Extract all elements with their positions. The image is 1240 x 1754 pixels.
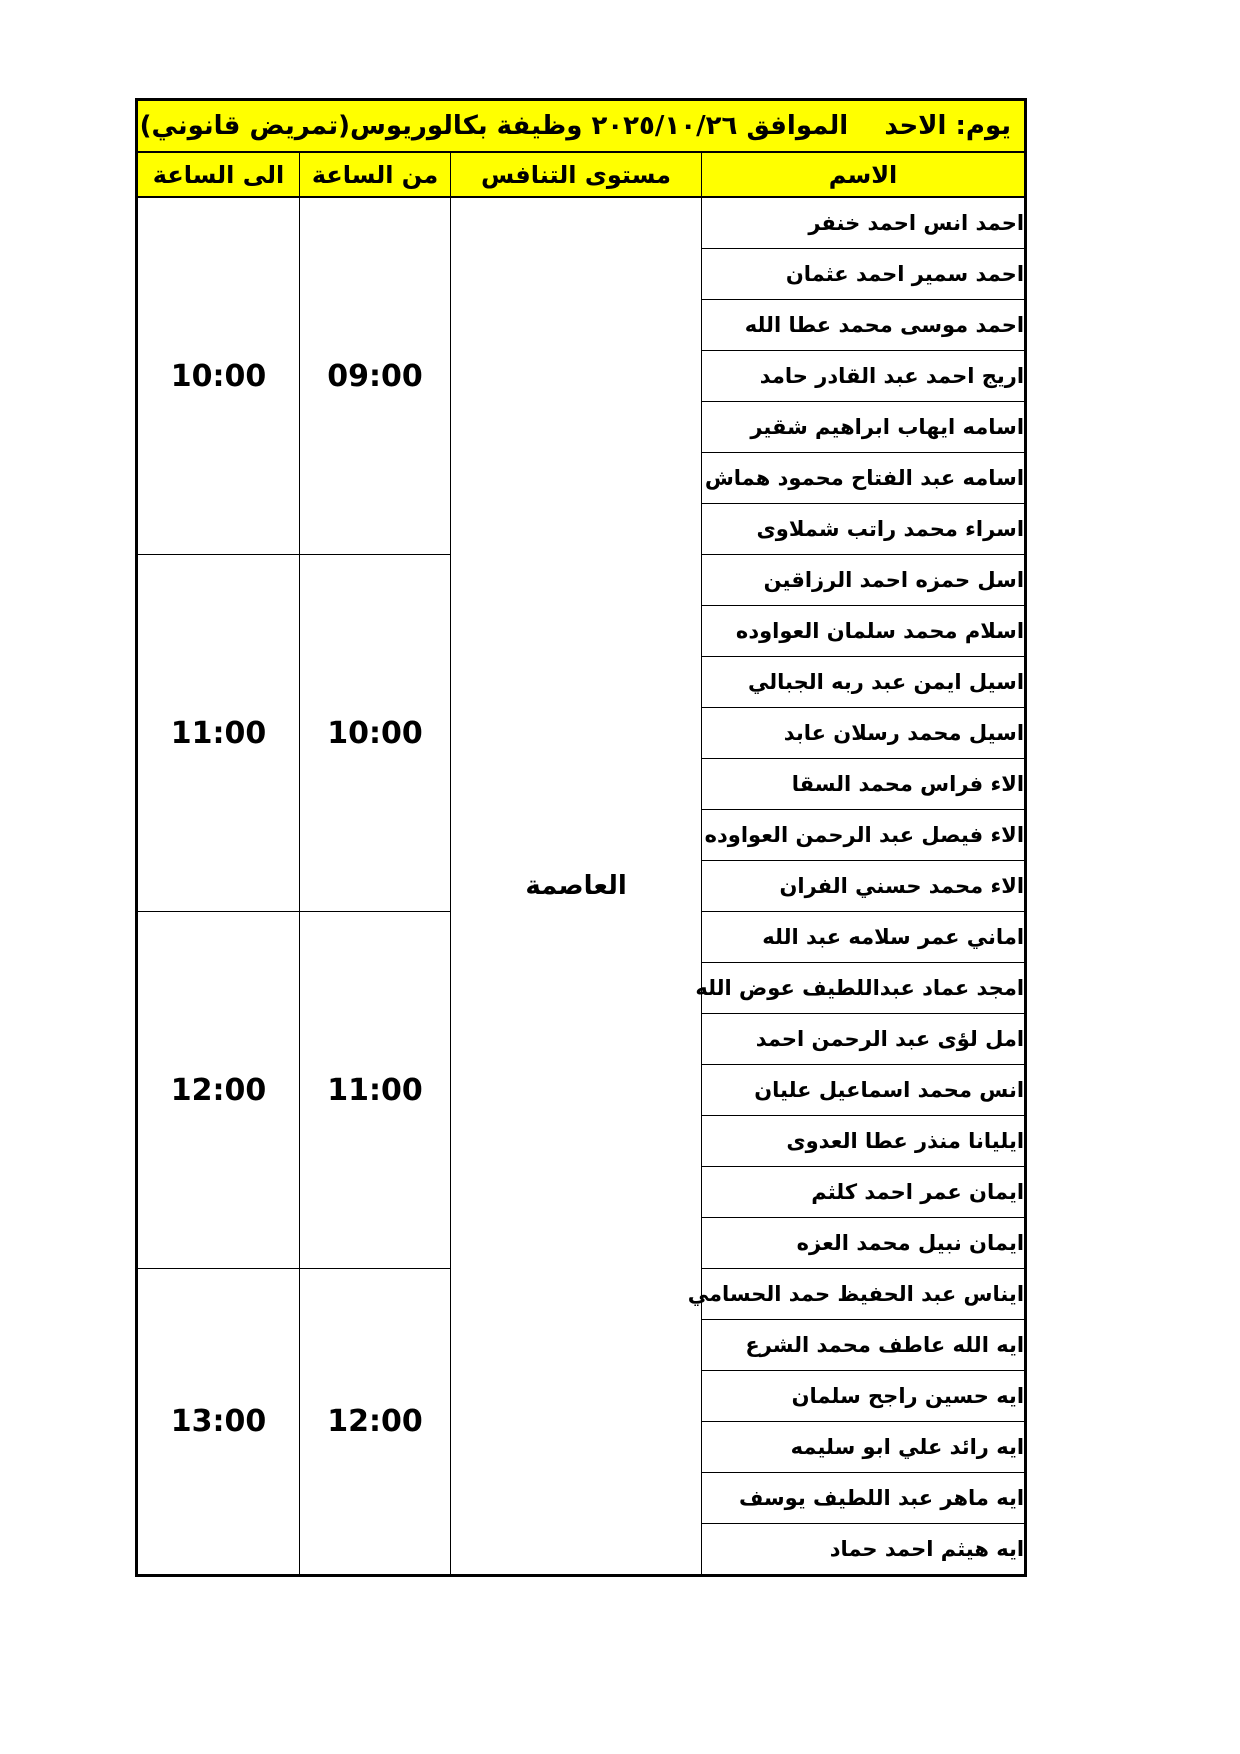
- to-hour-cell: 12:00: [137, 912, 300, 1269]
- candidate-name: ايه رائد علي ابو سليمه: [790, 1435, 1025, 1459]
- candidate-name: ايناس عبد الحفيظ حمد الحسامي: [687, 1282, 1025, 1306]
- competition-level-cell: العاصمة: [451, 197, 702, 1576]
- candidate-name-cell: [695, 963, 1026, 1014]
- to-hour-cell: 13:00: [137, 1269, 300, 1576]
- candidate-name: اسلام محمد سلمان العواوده: [735, 619, 1025, 643]
- candidate-name-cell: [702, 912, 1026, 963]
- candidate-name: اسل حمزه احمد الرزاقين: [763, 568, 1025, 592]
- table-title-row: [137, 100, 1026, 153]
- candidate-name: اسيل ايمن عبد ربه الجبالي: [747, 670, 1025, 694]
- candidate-name: اسراء محمد راتب شملاوى: [756, 517, 1025, 541]
- candidate-name-cell: [702, 1320, 1026, 1371]
- candidate-name-cell: [702, 249, 1026, 300]
- candidate-name: ايمان نبيل محمد العزه: [796, 1231, 1025, 1255]
- candidate-name-cell: [702, 810, 1026, 861]
- candidate-name-cell: [702, 708, 1026, 759]
- column-header-competition-level: مستوى التنافس: [451, 152, 702, 197]
- from-hour-cell: 11:00: [300, 912, 451, 1269]
- candidate-name: احمد انس احمد خنفر: [808, 211, 1025, 235]
- candidate-name-cell: [702, 1014, 1026, 1065]
- candidate-name: اريج احمد عبد القادر حامد: [759, 364, 1025, 388]
- table-title: يوم: الاحد الموافق ٢٠٢٥/١٠/٢٦ وظيفة بكالوريوس(تمريض قانوني): [137, 100, 1026, 153]
- candidate-name: احمد سمير احمد عثمان: [785, 262, 1025, 286]
- candidate-name-cell: [702, 1167, 1026, 1218]
- column-header-to-hour: الى الساعة: [137, 152, 300, 197]
- candidate-name-cell: [687, 1269, 1026, 1320]
- to-hour-cell: 10:00: [137, 197, 300, 555]
- candidate-name-cell: [702, 453, 1026, 504]
- candidate-name-cell: [702, 1116, 1026, 1167]
- candidate-name: احمد موسى محمد عطا الله: [744, 313, 1025, 337]
- candidate-name: ايه هيثم احمد حماد: [829, 1537, 1025, 1561]
- from-hour-cell: 12:00: [300, 1269, 451, 1576]
- candidate-name-cell: [702, 504, 1026, 555]
- candidate-name-cell: [702, 300, 1026, 351]
- candidate-name-cell: [702, 1473, 1026, 1524]
- candidate-name-cell: [702, 402, 1026, 453]
- candidate-name: اسيل محمد رسلان عابد: [783, 721, 1025, 745]
- candidate-name-cell: [702, 606, 1026, 657]
- candidate-name: ايه حسين راجح سلمان: [791, 1384, 1025, 1408]
- candidate-name: اسامه عبد الفتاح محمود هماش: [704, 466, 1025, 490]
- candidate-name-cell: [702, 861, 1026, 912]
- candidate-name-cell: [702, 351, 1026, 402]
- candidate-name: ايه ماهر عبد اللطيف يوسف: [739, 1486, 1025, 1510]
- candidate-name-cell: [702, 1218, 1026, 1269]
- candidate-name-cell: [702, 555, 1026, 606]
- candidate-name: امجد عماد عبداللطيف عوض الله: [695, 976, 1025, 1000]
- candidate-name-cell: [702, 1065, 1026, 1116]
- candidate-name: الاء محمد حسني الفران: [779, 874, 1025, 898]
- candidate-name-cell: [702, 759, 1026, 810]
- from-hour-cell: 09:00: [300, 197, 451, 555]
- candidate-name: الاء فيصل عبد الرحمن العواوده: [704, 823, 1025, 847]
- candidate-name-cell: [702, 657, 1026, 708]
- candidate-name: ايمان عمر احمد كلثم: [811, 1180, 1025, 1204]
- candidate-name: امل لؤى عبد الرحمن احمد: [755, 1027, 1025, 1051]
- candidate-name-cell: [702, 1422, 1026, 1473]
- candidate-name: الاء فراس محمد السقا: [791, 772, 1025, 796]
- column-header-row: [137, 152, 1026, 197]
- schedule-table: [135, 98, 1027, 1577]
- to-hour-cell: 11:00: [137, 555, 300, 912]
- candidate-name: اسامه ايهاب ابراهيم شقير: [750, 415, 1025, 439]
- candidate-name: انس محمد اسماعيل عليان: [754, 1078, 1025, 1102]
- candidate-name-cell: [702, 197, 1026, 249]
- candidate-row: [137, 197, 1026, 249]
- candidate-name-cell: [702, 1371, 1026, 1422]
- candidate-name: ايليانا منذر عطا العدوى: [786, 1129, 1025, 1153]
- candidate-name: ايه الله عاطف محمد الشرع: [745, 1333, 1025, 1357]
- candidate-name: اماني عمر سلامه عبد الله: [762, 925, 1025, 949]
- from-hour-cell: 10:00: [300, 555, 451, 912]
- schedule-body: [137, 197, 1026, 1576]
- column-header-from-hour: من الساعة: [300, 152, 451, 197]
- column-header-name: الاسم: [702, 152, 1026, 197]
- candidate-name-cell: [702, 1524, 1026, 1576]
